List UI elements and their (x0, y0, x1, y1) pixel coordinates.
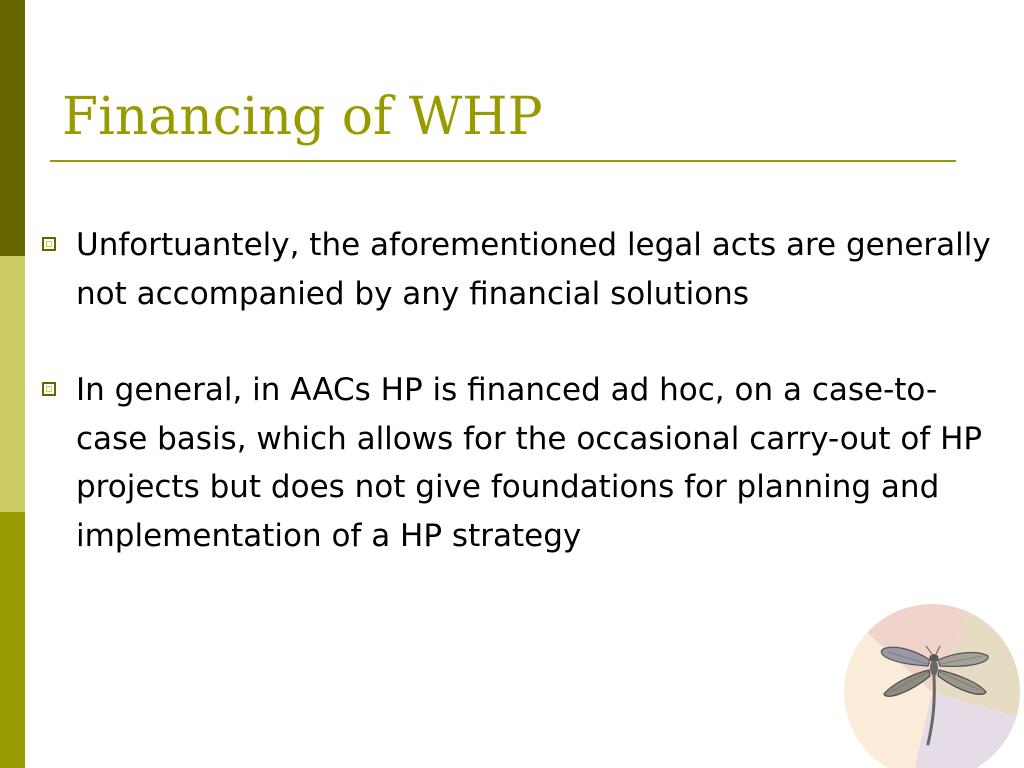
title-underline (50, 160, 956, 162)
bullet-list (36, 221, 996, 608)
bullet-text-1: Unfortuantely, the aforementioned legal acts are generally not accompanied by any financial solutions (76, 227, 991, 312)
square-bullet-icon (42, 237, 56, 251)
dragonfly-icon (842, 598, 1024, 768)
square-bullet-icon (42, 382, 56, 396)
side-band-top (0, 0, 25, 256)
side-band-bottom (0, 512, 25, 768)
slide-title: Financing of WHP (62, 87, 543, 147)
side-band-middle (0, 256, 25, 512)
bullet-text-2: In general, in AACs HP is financed ad hoc, on a case-to-case basis, which allows for the occasional carry-out of HP projects but does not give foundations for planning and implementation of a HP strategy (76, 372, 983, 554)
bullet-item-1 (36, 221, 996, 318)
bullet-item-2 (36, 366, 996, 560)
